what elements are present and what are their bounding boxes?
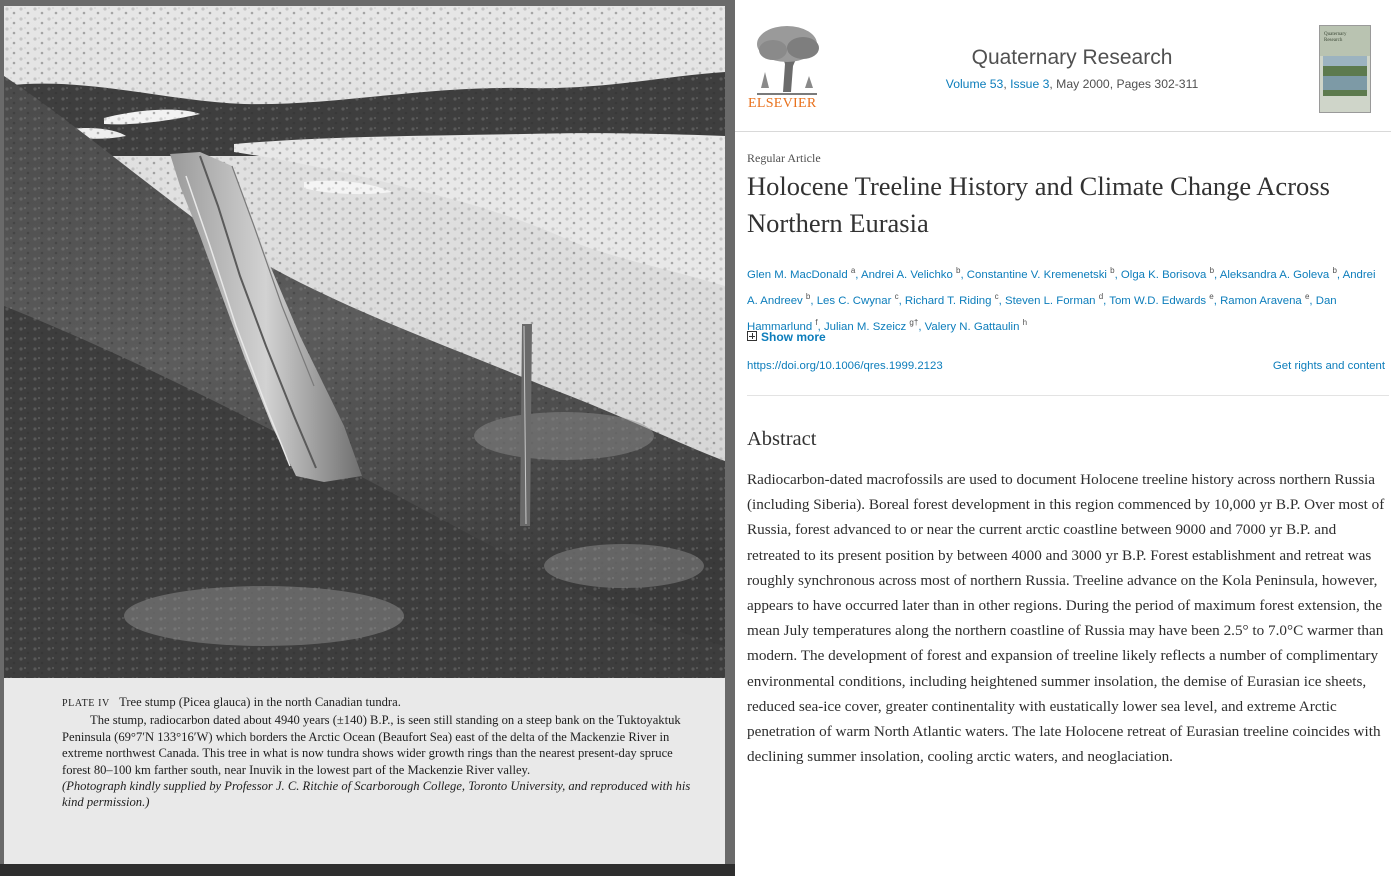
author-affiliation-sup[interactable]: d bbox=[1098, 291, 1104, 301]
issue-line: Volume 53, Issue 3, May 2000, Pages 302-311 bbox=[945, 77, 1199, 91]
plate-caption-box bbox=[4, 678, 725, 864]
author-affiliation-sup[interactable]: b bbox=[1332, 266, 1337, 275]
plate-caption-title: Tree stump (Picea glauca) in the north Canadian tundra. bbox=[119, 695, 401, 709]
author-affiliation-sup[interactable]: c bbox=[894, 291, 899, 301]
author-link[interactable]: Tom W.D. Edwards bbox=[1109, 294, 1207, 307]
journal-header bbox=[735, 0, 1391, 130]
article-page bbox=[735, 0, 1391, 876]
plate-caption-body: The stump, radiocarbon dated about 4940 years (±140) B.P., is seen still standing on a steep bank on the Tuktoyaktuk Peninsula (69°7′N 133°16′W) which borders the Arctic Ocean (Beaufort Sea) east of the delta of the Mackenzie River in extreme northwest Canada. This tree in what is now tundra shows wider growth rings than the nearest present-day spruce forest 80–100 km farther south, near Inuvik in the lowest part of the Mackenzie River valley. bbox=[62, 713, 681, 777]
author-link[interactable]: Andrei A. Andreev bbox=[747, 268, 1376, 307]
author-affiliation-sup[interactable]: b bbox=[805, 291, 811, 301]
issue-link[interactable]: Issue 3 bbox=[1010, 77, 1050, 91]
author-link[interactable]: Olga K. Borisova bbox=[1120, 268, 1207, 281]
author-link[interactable]: Constantine V. Kremenetski bbox=[966, 268, 1107, 281]
author-link[interactable]: Les C. Cwynar bbox=[816, 294, 892, 307]
author-link[interactable]: Valery N. Gattaulin bbox=[924, 320, 1020, 333]
cover-title-line1: Quaternary bbox=[1324, 32, 1347, 37]
author-affiliation-sup[interactable]: h bbox=[1022, 317, 1028, 327]
article-title: Holocene Treeline History and Climate Change Across Northern Eurasia bbox=[747, 171, 1330, 238]
plate-caption bbox=[62, 694, 692, 811]
author-link[interactable]: Aleksandra A. Goleva bbox=[1219, 268, 1330, 281]
author-affiliation-sup[interactable]: e bbox=[1209, 291, 1214, 301]
plate-caption-credit: (Photograph kindly supplied by Professor J. C. Ritchie of Scarborough College, Toronto University, and reproduced with his kind permission.) bbox=[62, 779, 691, 810]
rights-link[interactable]: Get rights and content bbox=[1272, 360, 1385, 372]
author-affiliation-sup[interactable]: a bbox=[850, 266, 856, 275]
author-link[interactable]: Glen M. MacDonald bbox=[747, 268, 848, 281]
article-type: Regular Article bbox=[747, 151, 821, 165]
author-link[interactable]: Julian M. Szeicz bbox=[823, 320, 907, 333]
author-list: Glen M. MacDonald $^a$, Andrei A. Velichko $^b$, Constantine V. Kremenetski $^b$, Olga K. Borisova $^b$, Aleksandra A. Goleva $^b$, Andrei A. Andreev $^b$, Les C. Cwynar $^c$, Richard T. Riding $^c$, Steven L. Forman $^d$, Tom W.D. Edwards $^e$, Ramon Aravena $^e$, Dan Hammarlund $^f$, Julian M. Szeicz $^{g\dagger}$, Valery N. Gattaulin $^h$ bbox=[747, 266, 1376, 333]
author-affiliation-sup[interactable]: b bbox=[956, 266, 961, 275]
author-affiliation-sup[interactable]: b bbox=[1110, 266, 1115, 275]
author-link[interactable]: Richard T. Riding bbox=[904, 294, 992, 307]
author-link[interactable]: Steven L. Forman bbox=[1004, 294, 1096, 307]
plate-label: PLATE IV bbox=[62, 698, 110, 709]
author-affiliation-sup[interactable]: b bbox=[1209, 266, 1215, 275]
abstract-heading: Abstract bbox=[747, 428, 817, 450]
doi-link[interactable]: https://doi.org/10.1006/qres.1999.2123 bbox=[747, 360, 943, 372]
expand-plus-icon bbox=[747, 331, 757, 341]
show-more-button[interactable] bbox=[747, 330, 826, 344]
author-link[interactable]: Andrei A. Velichko bbox=[861, 268, 953, 281]
tundra-photograph bbox=[4, 6, 725, 678]
show-more-label: Show more bbox=[761, 330, 826, 344]
date-pages: , May 2000, Pages 302-311 bbox=[1049, 77, 1199, 91]
section-divider bbox=[747, 395, 1389, 396]
author-affiliation-sup[interactable]: c bbox=[994, 291, 999, 301]
scan-edge bbox=[0, 864, 735, 876]
author-link[interactable]: Ramon Aravena bbox=[1220, 294, 1302, 307]
volume-link[interactable]: Volume 53 bbox=[945, 77, 1004, 91]
publisher-wordmark[interactable]: ELSEVIER bbox=[748, 96, 817, 111]
author-link[interactable]: Dan Hammarlund bbox=[747, 294, 1337, 333]
author-affiliation-sup[interactable]: e bbox=[1304, 291, 1310, 301]
header-divider bbox=[735, 131, 1391, 132]
cover-title-line2: Research bbox=[1324, 38, 1343, 43]
author-affiliation-sup[interactable]: g† bbox=[909, 317, 919, 327]
journal-title-link[interactable]: Quaternary Research bbox=[971, 46, 1173, 69]
abstract-text: Radiocarbon-dated macrofossils are used to document Holocene treeline history across northern Russia (including Siberia). Boreal forest development in this region commenced by 10,000 yr B.P. Over most of Russia, forest advanced to or near the current arctic coastline between 9000 and 7000 yr B.P. and retreated to its present position by between 4000 and 3000 yr B.P. Forest establishment and retreat was roughly synchronous across most of northern Russia. Treeline advance on the Kola Peninsula, however, appears to have occurred later than in other regions. During the period of maximum forest extension, the mean July temperatures along the northern coastline of Russia may have been 2.5° to 7.0°C warmer than modern. The development of forest and expansion of treeline likely reflects a number of complimentary environmental conditions, including heightened summer insolation, the demise of Eurasian ice sheets, reduced sea-ice cover, greater continentality with eustatically lower sea level, and extreme Arctic penetration of warm North Atlantic waters. The late Holocene retreat of Eurasian treeline coincides with declining summer insolation, cooling arctic waters, and neoglaciation. bbox=[747, 471, 1385, 766]
tree-stump-photo-illustration bbox=[4, 6, 725, 678]
author-affiliation-sup[interactable]: f bbox=[815, 317, 818, 327]
journal-cover-thumbnail[interactable] bbox=[1319, 25, 1371, 113]
